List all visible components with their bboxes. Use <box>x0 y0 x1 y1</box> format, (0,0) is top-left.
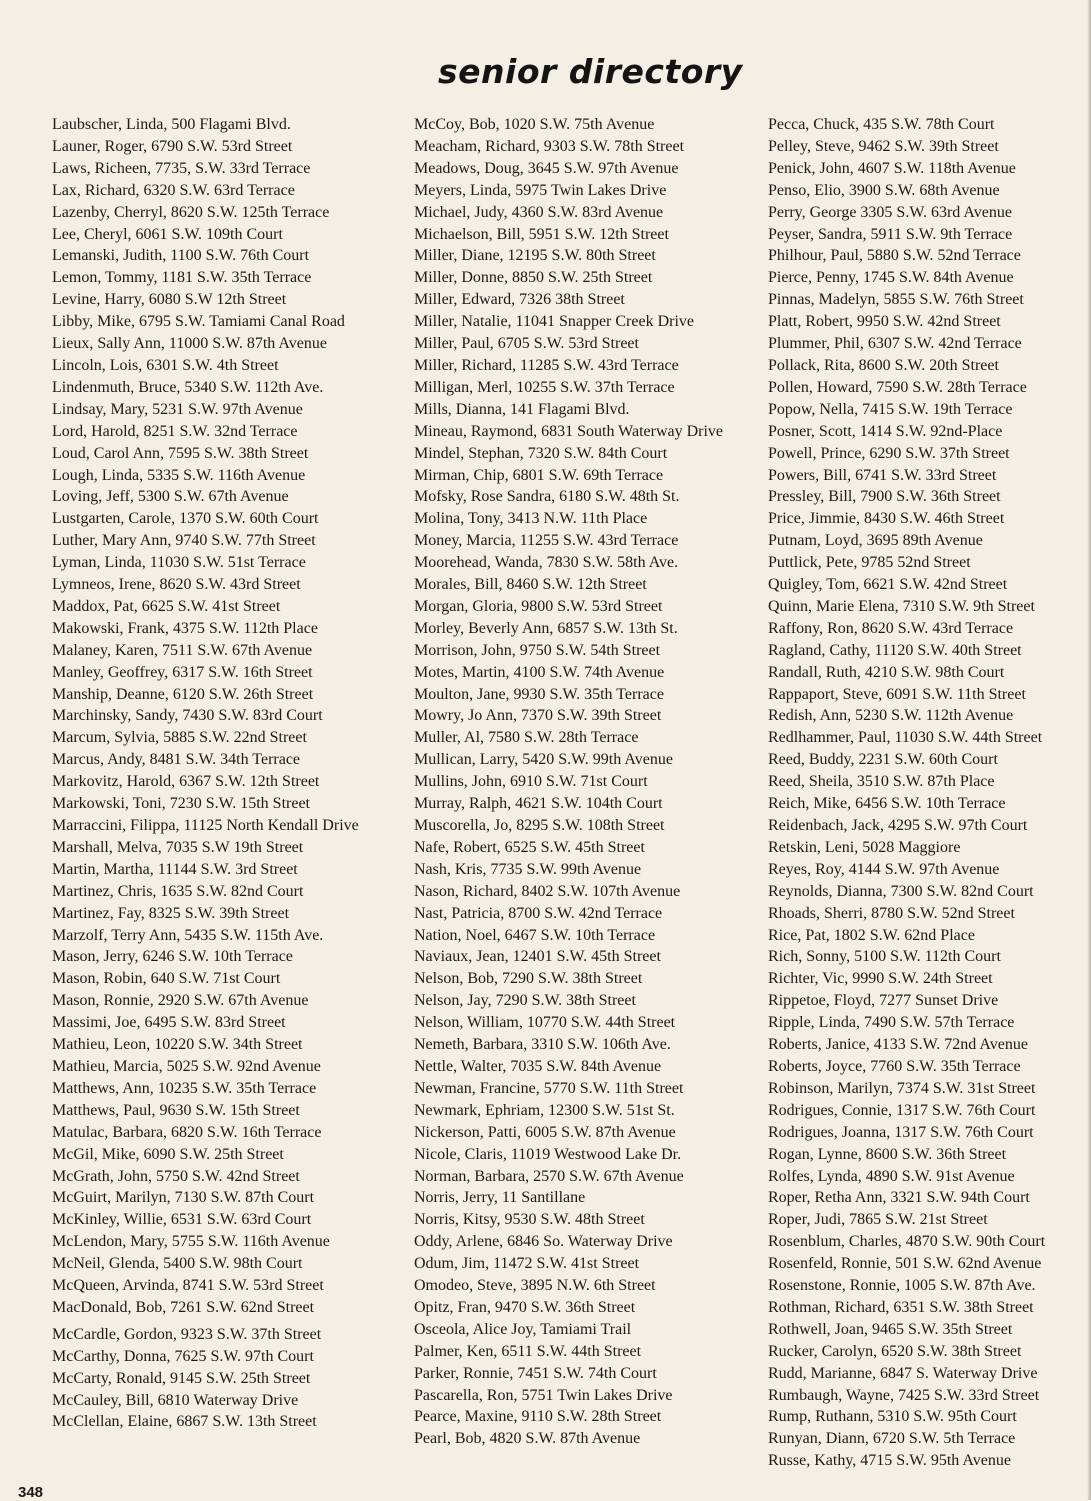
directory-entry: Pollen, Howard, 7590 S.W. 28th Terrace <box>768 378 1027 396</box>
directory-entry: Rothwell, Joan, 9465 S.W. 35th Street <box>768 1320 1013 1338</box>
directory-entry: Markowski, Toni, 7230 S.W. 15th Street <box>52 795 310 813</box>
directory-entry: Morley, Beverly Ann, 6857 S.W. 13th St. <box>414 619 678 637</box>
directory-entry: Miller, Edward, 7326 38th Street <box>414 291 625 309</box>
directory-entry: Osceola, Alice Joy, Tamiami Trail <box>414 1320 632 1338</box>
directory-entry: Lincoln, Lois, 6301 S.W. 4th Street <box>52 356 279 374</box>
directory-entry: Rippetoe, Floyd, 7277 Sunset Drive <box>768 992 999 1010</box>
directory-entry: Lieux, Sally Ann, 11000 S.W. 87th Avenue <box>52 335 327 353</box>
directory-entry: Mullican, Larry, 5420 S.W. 99th Avenue <box>414 751 673 769</box>
directory-entry: MacDonald, Bob, 7261 S.W. 62nd Street <box>52 1298 315 1316</box>
directory-entry: Rucker, Carolyn, 6520 S.W. 38th Street <box>768 1342 1022 1360</box>
directory-entry: Ragland, Cathy, 11120 S.W. 40th Street <box>768 641 1022 659</box>
directory-entry: Rodrigues, Connie, 1317 S.W. 76th Court <box>768 1101 1036 1119</box>
directory-entry: Muscorella, Jo, 8295 S.W. 108th Street <box>414 817 665 834</box>
directory-entry: McClellan, Elaine, 6867 S.W. 13th Street <box>52 1413 317 1431</box>
directory-entry: Meyers, Linda, 5975 Twin Lakes Drive <box>414 181 667 199</box>
directory-entry: Pinnas, Madelyn, 5855 S.W. 76th Street <box>768 291 1024 309</box>
directory-entry: Loud, Carol Ann, 7595 S.W. 38th Street <box>52 444 309 462</box>
directory-entry: Mineau, Raymond, 6831 South Waterway Drive <box>414 422 724 440</box>
directory-entry: Perry, George 3305 S.W. 63rd Avenue <box>768 203 1012 221</box>
directory-entry: Rudd, Marianne, 6847 S. Waterway Drive <box>768 1364 1038 1382</box>
directory-entry: Rice, Pat, 1802 S.W. 62nd Place <box>768 926 975 944</box>
directory-entry: Reed, Sheila, 3510 S.W. 87th Place <box>768 773 995 791</box>
directory-entry: Nickerson, Patti, 6005 S.W. 87th Avenue <box>414 1123 676 1141</box>
directory-entry: Manship, Deanne, 6120 S.W. 26th Street <box>52 685 314 703</box>
directory-entry: McNeil, Glenda, 5400 S.W. 98th Court <box>52 1255 303 1273</box>
directory-entry: Loving, Jeff, 5300 S.W. 67th Avenue <box>52 488 289 506</box>
directory-entry: Massimi, Joe, 6495 S.W. 83rd Street <box>52 1014 286 1032</box>
directory-entry: Reidenbach, Jack, 4295 S.W. 97th Court <box>768 817 1028 834</box>
directory-entry: Philhour, Paul, 5880 S.W. 52nd Terrace <box>768 247 1021 265</box>
directory-entry: Nast, Patricia, 8700 S.W. 42nd Terrace <box>414 904 663 922</box>
directory-entry: Miller, Diane, 12195 S.W. 80th Street <box>414 247 656 265</box>
directory-entry: Ripple, Linda, 7490 S.W. 57th Terrace <box>768 1014 1015 1032</box>
directory-entry: Nash, Kris, 7735 S.W. 99th Avenue <box>414 860 642 878</box>
page-number: 348 <box>18 1484 44 1501</box>
directory-entry: Lindsay, Mary, 5231 S.W. 97th Avenue <box>52 400 303 418</box>
directory-entry: Richter, Vic, 9990 S.W. 24th Street <box>768 970 993 988</box>
directory-entry: Raffony, Ron, 8620 S.W. 43rd Terrace <box>768 619 1014 637</box>
directory-entry: Rosenfeld, Ronnie, 501 S.W. 62nd Avenue <box>768 1255 1042 1273</box>
directory-entry: Pearl, Bob, 4820 S.W. 87th Avenue <box>414 1430 641 1448</box>
directory-entry: Pelley, Steve, 9462 S.W. 39th Street <box>768 137 999 155</box>
directory-entry: Roberts, Joyce, 7760 S.W. 35th Terrace <box>768 1057 1021 1075</box>
directory-entry: McLendon, Mary, 5755 S.W. 116th Avenue <box>52 1233 330 1251</box>
directory-entry: Lazenby, Cherryl, 8620 S.W. 125th Terrace <box>52 203 330 221</box>
directory-entry: McCardle, Gordon, 9323 S.W. 37th Street <box>52 1325 322 1343</box>
directory-entry: Mofsky, Rose Sandra, 6180 S.W. 48th St. <box>414 488 680 506</box>
directory-entry: Powell, Prince, 6290 S.W. 37th Street <box>768 444 1010 462</box>
directory-entry: Miller, Natalie, 11041 Snapper Creek Drive <box>414 313 695 331</box>
directory-entry: Molina, Tony, 3413 N.W. 11th Place <box>414 510 648 528</box>
directory-entry: Rodrigues, Joanna, 1317 S.W. 76th Court <box>768 1123 1034 1141</box>
directory-entry: Mason, Robin, 640 S.W. 71st Court <box>52 970 281 988</box>
directory-entry: Morrison, John, 9750 S.W. 54th Street <box>414 641 661 659</box>
directory-entry: Rump, Ruthann, 5310 S.W. 95th Court <box>768 1408 1017 1426</box>
directory-entry: Rosenblum, Charles, 4870 S.W. 90th Court <box>768 1233 1046 1251</box>
directory-entry: Miller, Richard, 11285 S.W. 43rd Terrace <box>414 356 679 374</box>
directory-entry: Nelson, Bob, 7290 S.W. 38th Street <box>414 970 643 988</box>
directory-entry: Opitz, Fran, 9470 S.W. 36th Street <box>414 1298 636 1316</box>
directory-entry: Markovitz, Harold, 6367 S.W. 12th Street <box>52 773 320 791</box>
directory-entry: Milligan, Merl, 10255 S.W. 37th Terrace <box>414 378 675 396</box>
directory-entry: Lax, Richard, 6320 S.W. 63rd Terrace <box>52 181 295 199</box>
directory-entry: Robinson, Marilyn, 7374 S.W. 31st Street <box>768 1079 1036 1097</box>
directory-entry: Miller, Donne, 8850 S.W. 25th Street <box>414 269 653 287</box>
directory-entry: Powers, Bill, 6741 S.W. 33rd Street <box>768 466 997 484</box>
directory-entry: Putnam, Loyd, 3695 89th Avenue <box>768 532 983 550</box>
directory-entry: Pierce, Penny, 1745 S.W. 84th Avenue <box>768 269 1014 287</box>
directory-entry: Nafe, Robert, 6525 S.W. 45th Street <box>414 838 645 856</box>
directory-entry: Murray, Ralph, 4621 S.W. 104th Court <box>414 795 663 813</box>
directory-entry: Rumbaugh, Wayne, 7425 S.W. 33rd Street <box>768 1386 1040 1404</box>
directory-entry: McCarthy, Donna, 7625 S.W. 97th Court <box>52 1347 314 1365</box>
directory-entry: Libby, Mike, 6795 S.W. Tamiami Canal Road <box>52 313 345 331</box>
directory-entry: Rosenstone, Ronnie, 1005 S.W. 87th Ave. <box>768 1277 1036 1295</box>
directory-entry: Oddy, Arlene, 6846 So. Waterway Drive <box>414 1233 673 1251</box>
directory-entry: Roper, Retha Ann, 3321 S.W. 94th Court <box>768 1189 1030 1207</box>
directory-entry: Lyman, Linda, 11030 S.W. 51st Terrace <box>52 554 306 572</box>
directory-entry: Pearce, Maxine, 9110 S.W. 28th Street <box>414 1408 662 1426</box>
directory-entry: Mowry, Jo Ann, 7370 S.W. 39th Street <box>414 707 662 725</box>
directory-entry: Lemanski, Judith, 1100 S.W. 76th Court <box>52 247 310 265</box>
directory-entry: Marzolf, Terry Ann, 5435 S.W. 115th Ave. <box>52 926 324 944</box>
directory-entry: Makowski, Frank, 4375 S.W. 112th Place <box>52 619 318 637</box>
directory-entry: Reed, Buddy, 2231 S.W. 60th Court <box>768 751 998 769</box>
directory-entry: Motes, Martin, 4100 S.W. 74th Avenue <box>414 663 665 681</box>
directory-entry: Roper, Judi, 7865 S.W. 21st Street <box>768 1211 988 1229</box>
directory-entry: Quigley, Tom, 6621 S.W. 42nd Street <box>768 576 1008 594</box>
directory-entry: Runyan, Diann, 6720 S.W. 5th Terrace <box>768 1430 1016 1448</box>
directory-entry: Pecca, Chuck, 435 S.W. 78th Court <box>768 116 995 133</box>
directory-entry: Rappaport, Steve, 6091 S.W. 11th Street <box>768 685 1026 703</box>
directory-entry: Pascarella, Ron, 5751 Twin Lakes Drive <box>414 1386 673 1404</box>
directory-entry: Michael, Judy, 4360 S.W. 83rd Avenue <box>414 203 664 221</box>
directory-entry: Nelson, William, 10770 S.W. 44th Street <box>414 1014 676 1032</box>
directory-entry: McGil, Mike, 6090 S.W. 25th Street <box>52 1145 284 1163</box>
directory-entry: Mullins, John, 6910 S.W. 71st Court <box>414 773 648 791</box>
directory-entry: Miller, Paul, 6705 S.W. 53rd Street <box>414 335 639 353</box>
directory-entry: McGuirt, Marilyn, 7130 S.W. 87th Court <box>52 1189 315 1207</box>
directory-entry: Mathieu, Marcia, 5025 S.W. 92nd Avenue <box>52 1057 321 1075</box>
directory-entry: Redlhammer, Paul, 11030 S.W. 44th Street <box>768 729 1043 747</box>
directory-column-2 <box>414 114 744 1450</box>
directory-entry: Rich, Sonny, 5100 S.W. 112th Court <box>768 948 1001 966</box>
directory-entry: Lemon, Tommy, 1181 S.W. 35th Terrace <box>52 269 312 287</box>
directory-entry: Launer, Roger, 6790 S.W. 53rd Street <box>52 137 293 155</box>
directory-entry: Reynolds, Dianna, 7300 S.W. 82nd Court <box>768 882 1034 900</box>
directory-entry: Martin, Martha, 11144 S.W. 3rd Street <box>52 860 298 878</box>
directory-entry: Mason, Jerry, 6246 S.W. 10th Terrace <box>52 948 293 966</box>
directory-entry: Mathieu, Leon, 10220 S.W. 34th Street <box>52 1036 303 1054</box>
directory-entry: Levine, Harry, 6080 S.W 12th Street <box>52 291 287 309</box>
directory-entry: Parker, Ronnie, 7451 S.W. 74th Court <box>414 1364 657 1382</box>
directory-entry: McCoy, Bob, 1020 S.W. 75th Avenue <box>414 116 655 133</box>
directory-entry: Puttlick, Pete, 9785 52nd Street <box>768 554 971 572</box>
directory-entry: Money, Marcia, 11255 S.W. 43rd Terrace <box>414 532 679 550</box>
directory-entry: Randall, Ruth, 4210 S.W. 98th Court <box>768 663 1005 681</box>
directory-entry: Malaney, Karen, 7511 S.W. 67th Avenue <box>52 641 313 659</box>
directory-entry: Nettle, Walter, 7035 S.W. 84th Avenue <box>414 1057 662 1075</box>
directory-entry: Nation, Noel, 6467 S.W. 10th Terrace <box>414 926 656 944</box>
directory-entry: Lustgarten, Carole, 1370 S.W. 60th Court <box>52 510 319 528</box>
directory-entry: Matulac, Barbara, 6820 S.W. 16th Terrace <box>52 1123 322 1141</box>
page-title: senior directory <box>438 52 743 91</box>
directory-entry: Plummer, Phil, 6307 S.W. 42nd Terrace <box>768 335 1022 353</box>
directory-entry: Muller, Al, 7580 S.W. 28th Terrace <box>414 729 639 747</box>
directory-entry: Pressley, Bill, 7900 S.W. 36th Street <box>768 488 1001 506</box>
directory-entry: Pollack, Rita, 8600 S.W. 20th Street <box>768 356 999 374</box>
directory-entry: Mindel, Stephan, 7320 S.W. 84th Court <box>414 444 668 462</box>
directory-entry: Marraccini, Filippa, 11125 North Kendall Drive <box>52 817 359 834</box>
directory-entry: Popow, Nella, 7415 S.W. 19th Terrace <box>768 400 1013 418</box>
directory-entry: Lord, Harold, 8251 S.W. 32nd Terrace <box>52 422 298 440</box>
directory-entry: Marchinsky, Sandy, 7430 S.W. 83rd Court <box>52 707 323 725</box>
directory-entry: Mirman, Chip, 6801 S.W. 69th Terrace <box>414 466 664 484</box>
directory-entry: Rolfes, Lynda, 4890 S.W. 91st Avenue <box>768 1167 1015 1185</box>
directory-entry: Mills, Dianna, 141 Flagami Blvd. <box>414 400 630 418</box>
directory-entry: McGrath, John, 5750 S.W. 42nd Street <box>52 1167 300 1185</box>
directory-entry: Platt, Robert, 9950 S.W. 42nd Street <box>768 313 1001 331</box>
directory-entry: Moulton, Jane, 9930 S.W. 35th Terrace <box>414 685 664 703</box>
directory-entry: Marshall, Melva, 7035 S.W 19th Street <box>52 838 304 856</box>
directory-entry: Penso, Elio, 3900 S.W. 68th Avenue <box>768 181 1000 199</box>
directory-entry: Manley, Geoffrey, 6317 S.W. 16th Street <box>52 663 313 681</box>
directory-entry: Maddox, Pat, 6625 S.W. 41st Street <box>52 597 281 615</box>
directory-entry: Rogan, Lynne, 8600 S.W. 36th Street <box>768 1145 1007 1163</box>
directory-entry: Redish, Ann, 5230 S.W. 112th Avenue <box>768 707 1014 725</box>
directory-entry: Lindenmuth, Bruce, 5340 S.W. 112th Ave. <box>52 378 324 396</box>
directory-entry: Nemeth, Barbara, 3310 S.W. 106th Ave. <box>414 1036 671 1054</box>
directory-entry: Nason, Richard, 8402 S.W. 107th Avenue <box>414 882 681 900</box>
directory-entry: Rothman, Richard, 6351 S.W. 38th Street <box>768 1298 1034 1316</box>
directory-entry: Norris, Jerry, 11 Santillane <box>414 1189 586 1207</box>
directory-entry: Marcum, Sylvia, 5885 S.W. 22nd Street <box>52 729 307 747</box>
directory-entry: Luther, Mary Ann, 9740 S.W. 77th Street <box>52 532 316 550</box>
directory-entry: Morgan, Gloria, 9800 S.W. 53rd Street <box>414 597 663 615</box>
directory-entry: Mason, Ronnie, 2920 S.W. 67th Avenue <box>52 992 309 1010</box>
directory-entry: Peyser, Sandra, 5911 S.W. 9th Terrace <box>768 225 1013 243</box>
directory-entry: Posner, Scott, 1414 S.W. 92nd-Place <box>768 422 1003 440</box>
directory-entry: Retskin, Leni, 5028 Maggiore <box>768 838 961 856</box>
directory-entry: Roberts, Janice, 4133 S.W. 72nd Avenue <box>768 1036 1028 1054</box>
directory-entry: Lough, Linda, 5335 S.W. 116th Avenue <box>52 466 306 484</box>
directory-entry: Price, Jimmie, 8430 S.W. 46th Street <box>768 510 1005 528</box>
directory-column-1 <box>52 114 392 1433</box>
directory-entry: McCarty, Ronald, 9145 S.W. 25th Street <box>52 1369 311 1387</box>
page-edge-shadow <box>1087 0 1091 1500</box>
directory-entry: Moorehead, Wanda, 7830 S.W. 58th Ave. <box>414 554 679 572</box>
directory-entry: Meacham, Richard, 9303 S.W. 78th Street <box>414 137 685 155</box>
directory-entry: Palmer, Ken, 6511 S.W. 44th Street <box>414 1342 642 1360</box>
directory-entry: Marcus, Andy, 8481 S.W. 34th Terrace <box>52 751 301 769</box>
directory-entry: Reyes, Roy, 4144 S.W. 97th Avenue <box>768 860 1000 878</box>
directory-entry: Newmark, Ephriam, 12300 S.W. 51st St. <box>414 1101 675 1119</box>
directory-entry: Penick, John, 4607 S.W. 118th Avenue <box>768 159 1016 177</box>
directory-entry: Quinn, Marie Elena, 7310 S.W. 9th Street <box>768 597 1035 615</box>
directory-entry: Omodeo, Steve, 3895 N.W. 6th Street <box>414 1277 656 1295</box>
directory-column-3 <box>768 114 1088 1472</box>
directory-entry: McCauley, Bill, 6810 Waterway Drive <box>52 1391 299 1409</box>
directory-entry: Nelson, Jay, 7290 S.W. 38th Street <box>414 992 636 1010</box>
directory-entry: Norris, Kitsy, 9530 S.W. 48th Street <box>414 1211 645 1229</box>
directory-entry: Rhoads, Sherri, 8780 S.W. 52nd Street <box>768 904 1015 922</box>
directory-entry: Laubscher, Linda, 500 Flagami Blvd. <box>52 116 291 133</box>
directory-entry: Matthews, Paul, 9630 S.W. 15th Street <box>52 1101 300 1119</box>
directory-entry: Naviaux, Jean, 12401 S.W. 45th Street <box>414 948 661 966</box>
directory-entry: Nicole, Claris, 11019 Westwood Lake Dr. <box>414 1145 682 1163</box>
directory-entry: Reich, Mike, 6456 S.W. 10th Terrace <box>768 795 1006 813</box>
directory-entry: Michaelson, Bill, 5951 S.W. 12th Street <box>414 225 669 243</box>
directory-entry: Morales, Bill, 8460 S.W. 12th Street <box>414 576 647 594</box>
directory-entry: Lee, Cheryl, 6061 S.W. 109th Court <box>52 225 283 243</box>
directory-entry: Lymneos, Irene, 8620 S.W. 43rd Street <box>52 576 301 594</box>
directory-entry: McKinley, Willie, 6531 S.W. 63rd Court <box>52 1211 312 1229</box>
directory-entry: Martinez, Chris, 1635 S.W. 82nd Court <box>52 882 304 900</box>
directory-entry: Odum, Jim, 11472 S.W. 41st Street <box>414 1255 640 1273</box>
directory-entry: Laws, Richeen, 7735, S.W. 33rd Terrace <box>52 159 311 177</box>
directory-entry: McQueen, Arvinda, 8741 S.W. 53rd Street <box>52 1277 324 1295</box>
directory-entry: Norman, Barbara, 2570 S.W. 67th Avenue <box>414 1167 684 1185</box>
directory-entry: Newman, Francine, 5770 S.W. 11th Street <box>414 1079 684 1097</box>
directory-entry: Matthews, Ann, 10235 S.W. 35th Terrace <box>52 1079 317 1097</box>
directory-entry: Meadows, Doug, 3645 S.W. 97th Avenue <box>414 159 679 177</box>
directory-entry: Martinez, Fay, 8325 S.W. 39th Street <box>52 904 290 922</box>
directory-entry: Russe, Kathy, 4715 S.W. 95th Avenue <box>768 1452 1011 1470</box>
